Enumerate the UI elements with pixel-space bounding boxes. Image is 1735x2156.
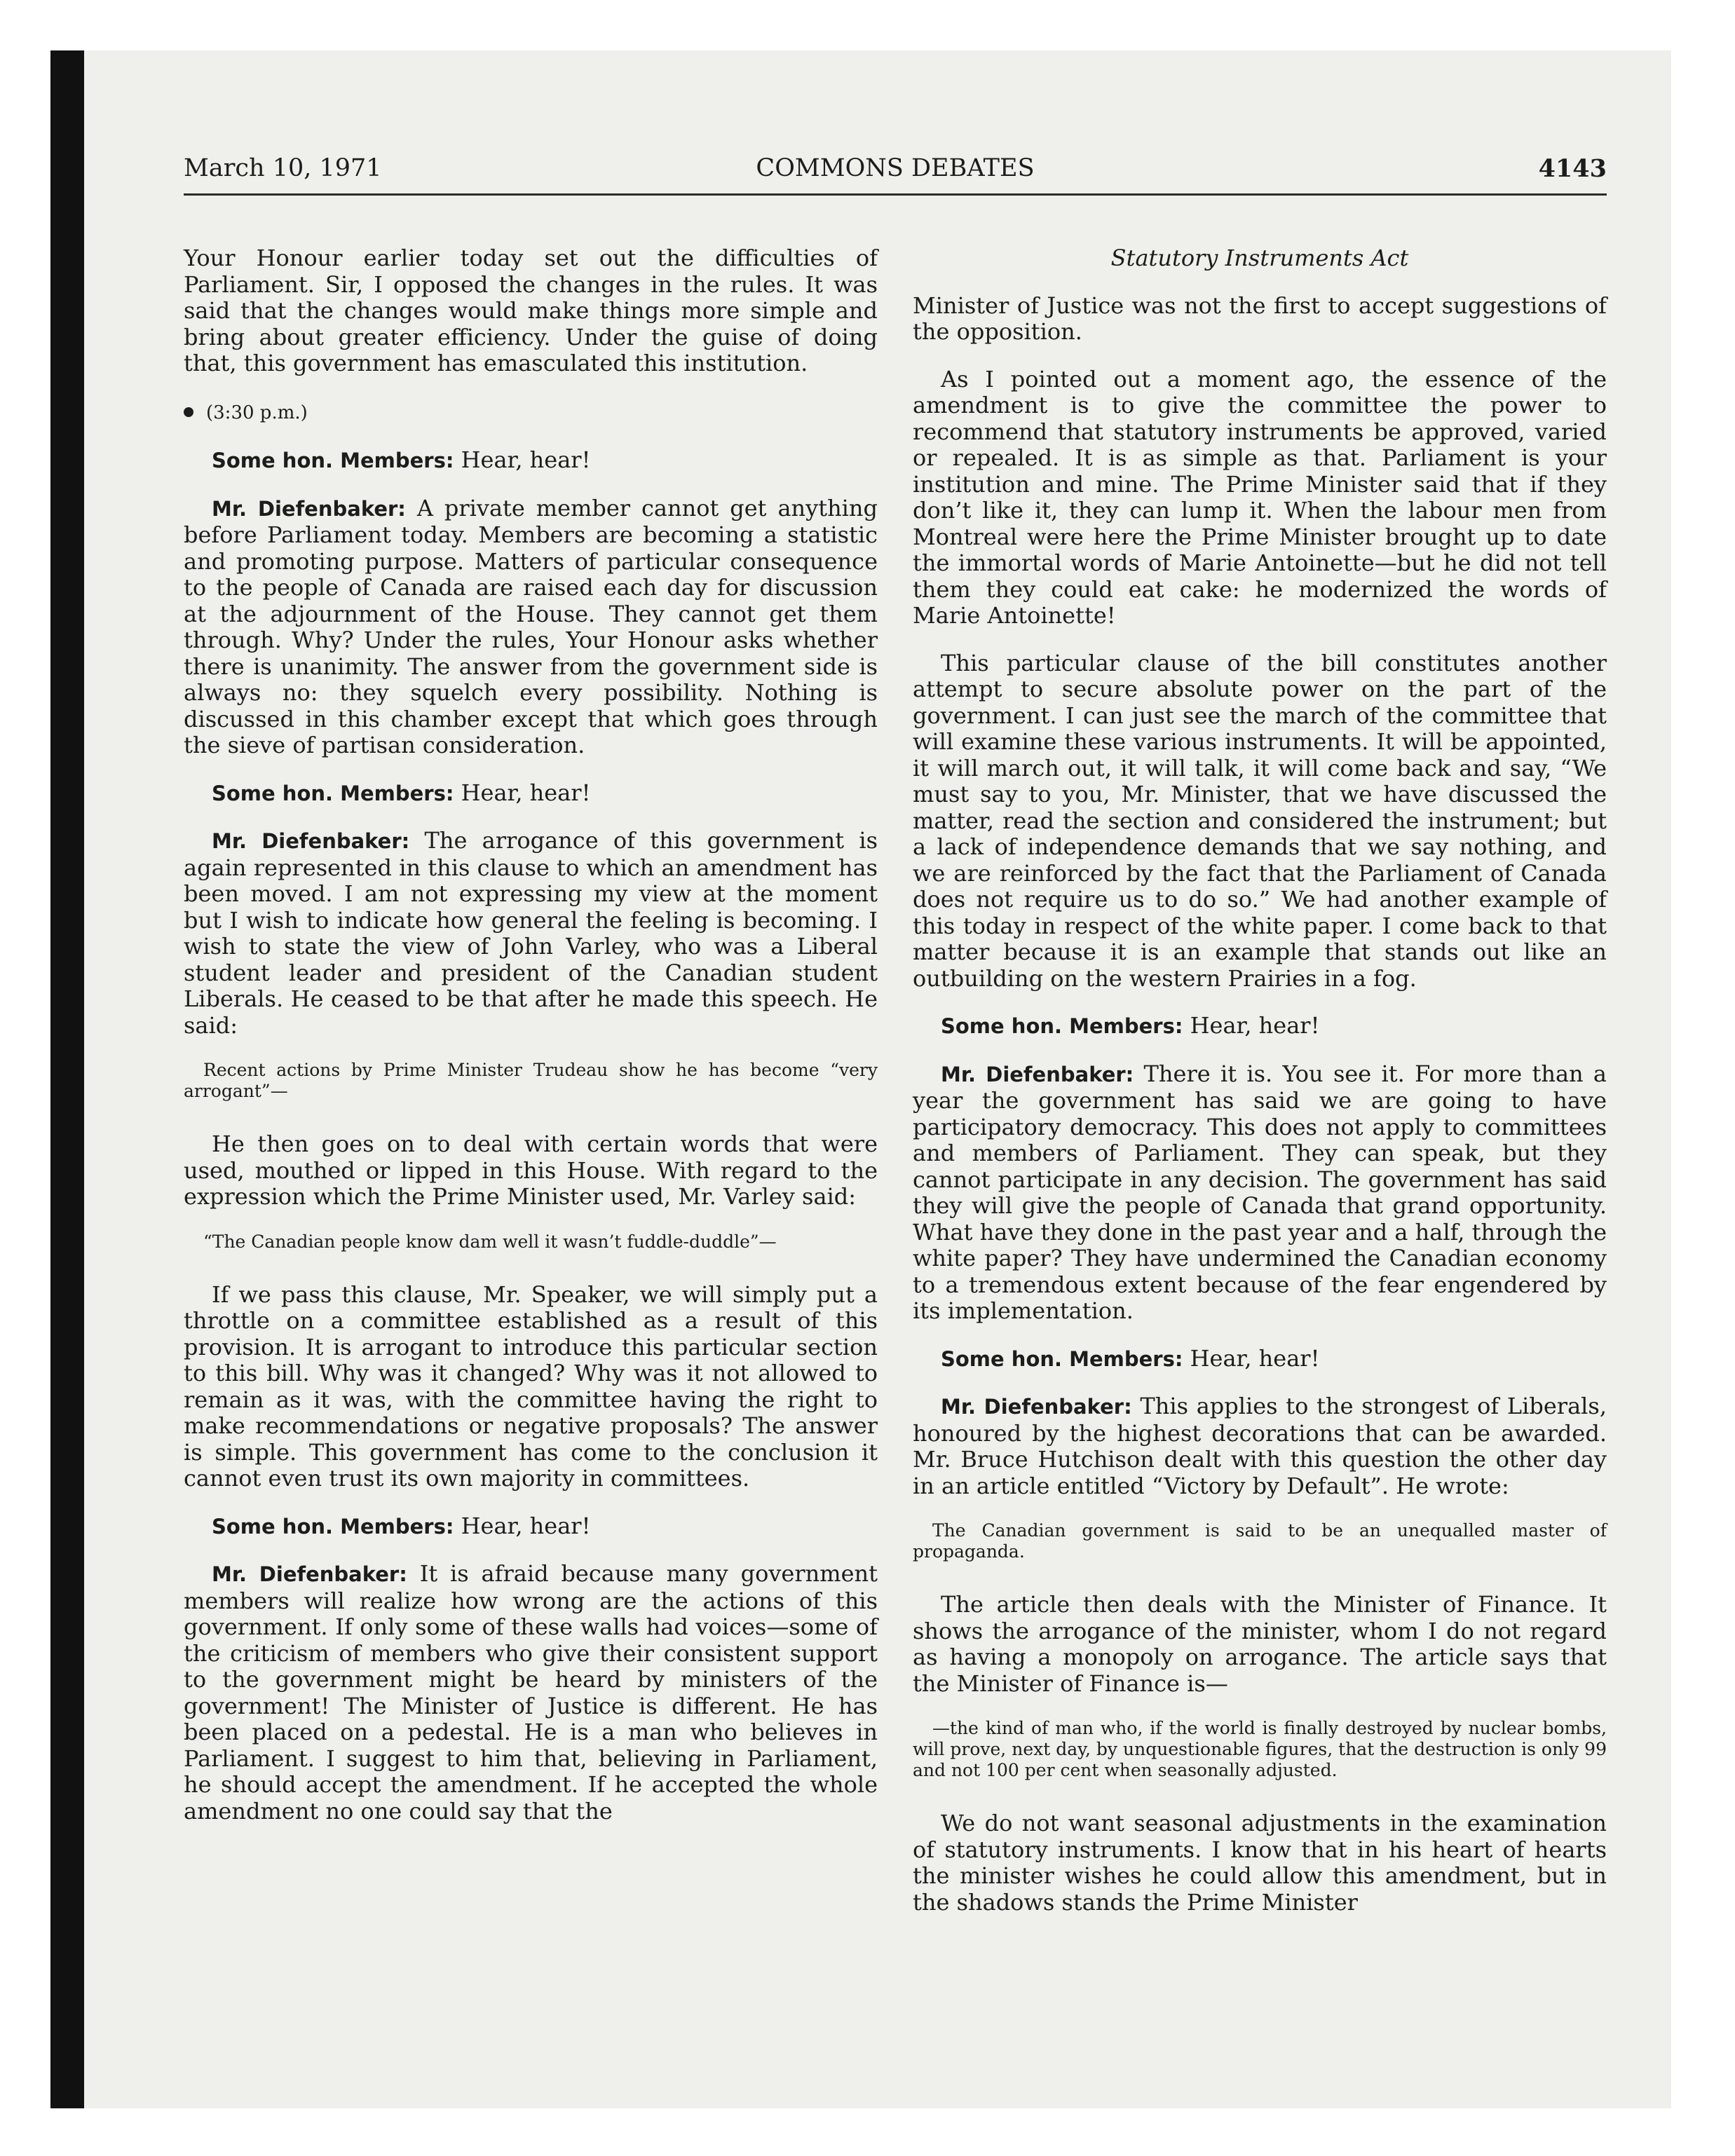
paragraph bbox=[184, 447, 878, 475]
paragraph bbox=[184, 780, 878, 807]
speech-text: Hear, hear! bbox=[461, 779, 591, 806]
bullet-icon bbox=[184, 407, 193, 417]
speech-text: There it is. You see it. For more than a year the government has said we are going to have participatory democracy. This does not apply to committees and members of Parliament. They can speak, but they cannot participate in any decision. The government has said they will give the people of Canada that grand opportunity. What have they done in the past year and a half, through the white paper? They have undermined the Canadian economy to a tremendous extent because of the fear engendered by its implementation. bbox=[913, 1060, 1607, 1324]
block-quote: “The Canadian people know dam well it wasn’t fuddle-duddle”— bbox=[203, 1231, 777, 1252]
speaker-name: Some hon. Members: bbox=[941, 1346, 1183, 1371]
speech-text: The arrogance of this government is again represented in this clause to which an amendment has been moved. I am not expressing my view at the moment but I wish to indicate how general the feeling is becoming. I wish to state the view of John Varley, who was a Liberal student leader and president of the Canadian student Liberals. He ceased to be that after he made this speech. He said: bbox=[184, 827, 878, 1039]
paragraph: He then goes on to deal with certain words that were used, mouthed or lipped in this House. With regard to the expression which the Prime Minister used, Mr. Varley said: bbox=[184, 1131, 878, 1210]
paragraph: As I pointed out a moment ago, the essence of the amendment is to give the committee the power to recommend that statutory instruments be approved, varied or repealed. It is as simple as that. Parliament is your institution and mine. The Prime Minister said that if they don’t like it, they can lump it. When the labour men from Montreal were here the Prime Minister brought up to date the immortal words of Marie Antoinette—but he did not tell them they could eat cake: he modernized the words of Marie Antoinette! bbox=[913, 365, 1607, 629]
speech-text: This applies to the strongest of Liberals, honoured by the highest decorations that can be awarded. Mr. Bruce Hutchison dealt with this question the other day in an article entitled “Victory by Default”. He wrote: bbox=[913, 1393, 1607, 1499]
speech-text: Hear, hear! bbox=[461, 446, 591, 473]
speaker-name: Mr. Diefenbaker: bbox=[212, 829, 410, 853]
paragraph: The article then deals with the Minister of Finance. It shows the arrogance of the minister, whom I do not regard as having a monopoly on arrogance. The article says that the Minister of Finance is— bbox=[913, 1591, 1607, 1697]
page-header bbox=[184, 151, 1607, 196]
paragraph bbox=[184, 496, 878, 759]
speaker-name: Mr. Diefenbaker: bbox=[212, 1562, 407, 1586]
speaker-name: Some hon. Members: bbox=[212, 781, 454, 805]
paragraph: Minister of Justice was not the first to accept suggestions of the opposition. bbox=[913, 292, 1607, 345]
paragraph bbox=[913, 1346, 1607, 1373]
speech-text: It is afraid because many government members will realize how wrong are the actions of this government. If only some of these walls had voices—some of the criticism of members who give their consistent support to the government might be heard by ministers of the government! The Minister of Justice is different. He has been placed on a pedestal. He is a man who believes in Parliament. I suggest to him that, believing in Parliament, he should accept the amendment. If he accepted the whole amendment no one could say that the bbox=[184, 1560, 878, 1824]
paragraph bbox=[184, 828, 878, 1039]
speaker-name: Mr. Diefenbaker: bbox=[941, 1062, 1134, 1086]
header-title: COMMONS DEBATES bbox=[756, 154, 1035, 182]
block-quote: Recent actions by Prime Minister Trudeau show he has become “very arrogant”— bbox=[184, 1060, 878, 1101]
left-column bbox=[184, 245, 878, 1845]
page-number: 4143 bbox=[1538, 154, 1607, 183]
paragraph bbox=[184, 1513, 878, 1541]
speaker-name: Some hon. Members: bbox=[941, 1014, 1183, 1038]
speaker-name: Some hon. Members: bbox=[212, 449, 454, 472]
speaker-name: Mr. Diefenbaker: bbox=[941, 1395, 1132, 1419]
speech-text: Hear, hear! bbox=[1190, 1344, 1320, 1372]
paragraph bbox=[184, 1561, 878, 1824]
speech-text: A private member cannot get anything before Parliament today. Members are becoming a statistic and promoting purpose. Matters of particular consequence to the people of Canada are raised each day for discussion at the adjournment of the House. They cannot get them through. Why? Under the rules, Your Honour asks whether there is unanimity. The answer from the government side is always no: they squelch every possibility. Nothing is discussed in this chamber except that which goes through the sieve of partisan consideration. bbox=[184, 494, 878, 758]
paragraph bbox=[913, 1061, 1607, 1325]
header-date: March 10, 1971 bbox=[184, 154, 382, 182]
block-quote: —the kind of man who, if the world is finally destroyed by nuclear bombs, will prove, next day, by unquestionable figures, that the destruction is only 99 and not 100 per cent when seasonally adjusted. bbox=[913, 1718, 1607, 1780]
right-column bbox=[913, 245, 1607, 1937]
paragraph bbox=[913, 1013, 1607, 1040]
paragraph bbox=[913, 1393, 1607, 1499]
speech-text: Hear, hear! bbox=[461, 1512, 591, 1539]
paragraph: If we pass this clause, Mr. Speaker, we will simply put a throttle on a committee established as a result of this provision. It is arrogant to introduce this particular section to this bill. Why was it changed? Why was it not allowed to remain as it was, with the committee having the right to make recommendations or negative proposals? The answer is simple. This government has come to the conclusion it cannot even trust its own majority in committees. bbox=[184, 1281, 878, 1492]
paragraph: We do not want seasonal adjustments in the examination of statutory instruments. I know that in his heart of hearts the minister wishes he could allow this amendment, but in the shadows stands the Prime Minister bbox=[913, 1810, 1607, 1916]
running-heading: Statutory Instruments Act bbox=[1110, 245, 1409, 271]
paragraph: This particular clause of the bill constitutes another attempt to secure absolute power on the part of the government. I can just see the march of the committee that will examine these various instruments. It will be appointed, it will march out, it will talk, it will come back and say, “We must say to you, Mr. Minister, that we have discussed the matter, read the section and considered the instrument; but a lack of independence demands that we say nothing, and we are reinforced by the fact that the Parliament of Canada does not require us to do so.” We had another example of this today in respect of the white paper. I come back to that matter because it is an example that stands out like an outbuilding on the western Prairies in a fog. bbox=[913, 649, 1607, 992]
time-marker bbox=[184, 398, 878, 427]
time-marker-text: (3:30 p.m.) bbox=[206, 402, 308, 423]
paragraph: Your Honour earlier today set out the difficulties of Parliament. Sir, I opposed the changes in the rules. It was said that the changes would make things more simple and bring about greater efficiency. Under the guise of doing that, this government has emasculated this institution. bbox=[184, 245, 878, 376]
speaker-name: Mr. Diefenbaker: bbox=[212, 496, 406, 521]
speaker-name: Some hon. Members: bbox=[212, 1514, 454, 1538]
speech-text: Hear, hear! bbox=[1190, 1012, 1320, 1039]
block-quote: The Canadian government is said to be an unequalled master of propaganda. bbox=[913, 1520, 1607, 1562]
